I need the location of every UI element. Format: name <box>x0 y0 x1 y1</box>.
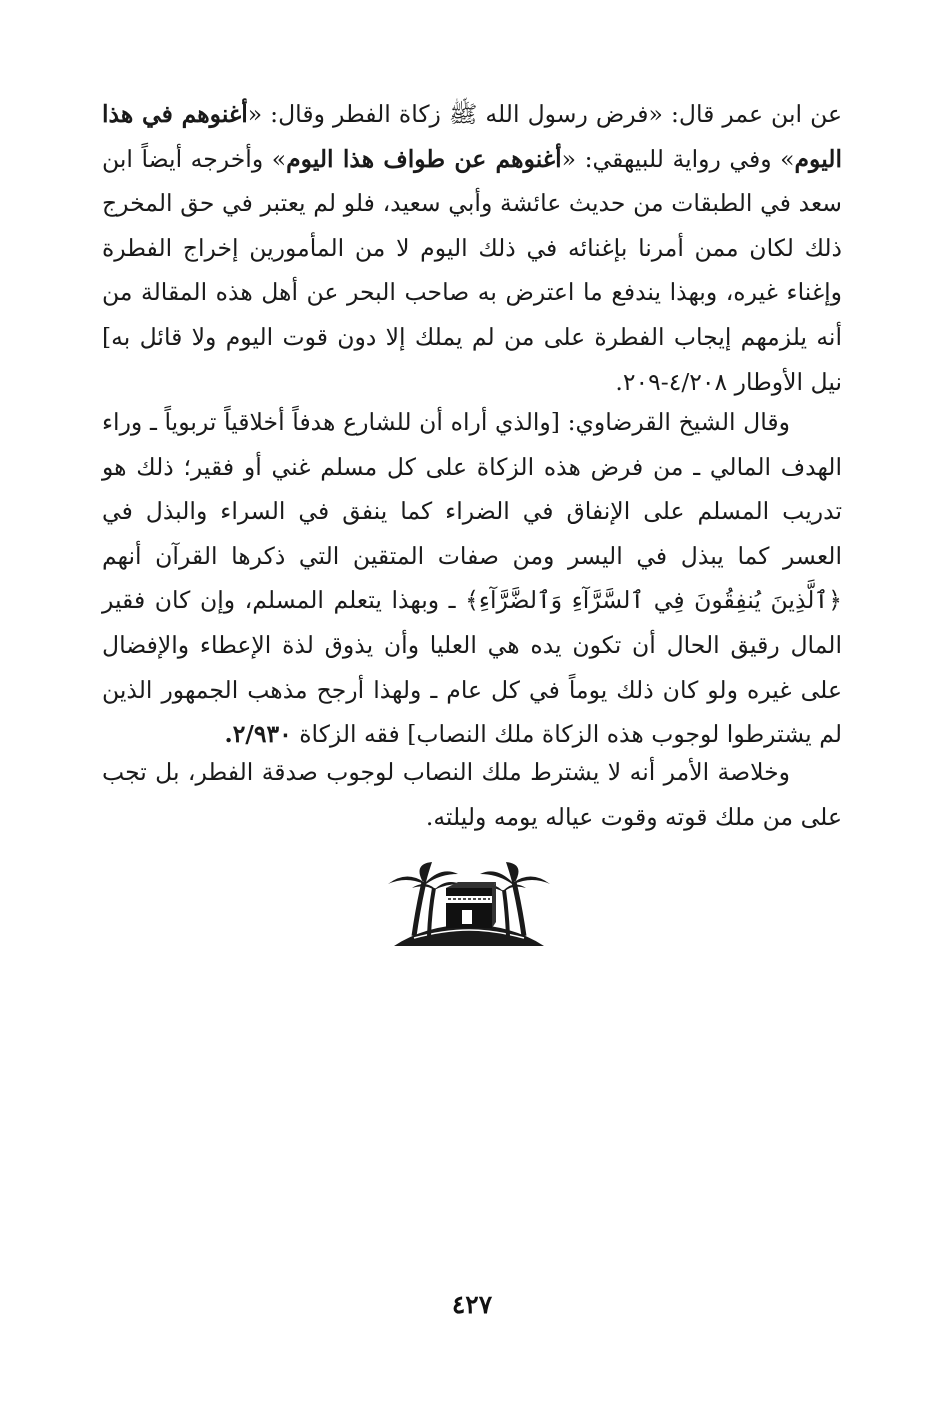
paragraph3-text: وخلاصة الأمر أنه لا يشترط ملك النصاب لوجوب صدقة الفطر، بل تجب على من ملك قوته وقوت عياله يومه وليلته. <box>102 758 842 831</box>
paragraph1-text-c: » وأخرجه أيضاً ابن سعد في الطبقات من حديث عائشة وأبي سعيد، فلو لم يعتبر في حق المخرج ذلك لكان ممن أمرنا بإغنائه في ذلك اليوم لا من المأمورين إخراج الفطرة وإغناء غيره، وبهذا يندفع ما اعترض به صاحب البحر عن أهل هذه المقالة من أنه يلزمهم إيجاب الفطرة على من لم يملك إلا دون قوت اليوم ولا قائل به] نيل الأوطار ٤/٢٠٨-٢٠٩. <box>102 144 842 396</box>
paragraph-conclusion <box>102 750 842 839</box>
paragraph1-text-a: عن ابن عمر قال: «فرض رسول الله ﷺ زكاة الفطر وقال: « <box>247 100 842 128</box>
paragraph1-bold-a: أغنوهم في هذا اليوم <box>102 100 842 173</box>
paragraph2-text-b: ـ وبهذا يتعلم المسلم، وإن كان فقير المال رقيق الحال أن تكون يده هي العليا وأن يذوق لذة الإعطاء والإفضال على غيره ولو كان ذلك يوماً في كل عام ـ ولهذا أرجح مذهب الجمهور الذين لم يشترطوا لوجوب هذه الزكاة ملك النصاب] فقه الزكاة <box>102 586 842 749</box>
kaaba-palms-icon <box>384 858 554 950</box>
page-number: ٤٢٧ <box>451 1290 493 1319</box>
quran-verse: ﴿ٱلَّذِينَ يُنفِقُونَ فِي ٱلسَّرَّآءِ وَٱلضَّرَّآءِ﴾ <box>465 586 842 615</box>
paragraph-ibn-umar <box>102 92 842 404</box>
paragraph-qaradawi <box>102 400 842 757</box>
reference-fiqh-zakat: ٢/٩٣٠. <box>224 720 292 749</box>
paragraph1-bold-b: أغنوهم عن طواف هذا اليوم <box>286 144 562 173</box>
paragraph2-text-a: وقال الشيخ القرضاوي: [والذي أراه أن للشارع هدفاً أخلاقياً تربوياً ـ وراء الهدف المالي ـ من فرض هذه الزكاة على كل مسلم غني أو فقير؛ ذلك هو تدريب المسلم على الإنفاق في الضراء كما ينفق في السراء والبذل في العسر كما يبذل في اليسر ومن صفات المتقين التي ذكرها القرآن أنهم <box>102 408 842 570</box>
paragraph1-text-b: » وفي رواية للبيهقي: « <box>561 144 795 173</box>
